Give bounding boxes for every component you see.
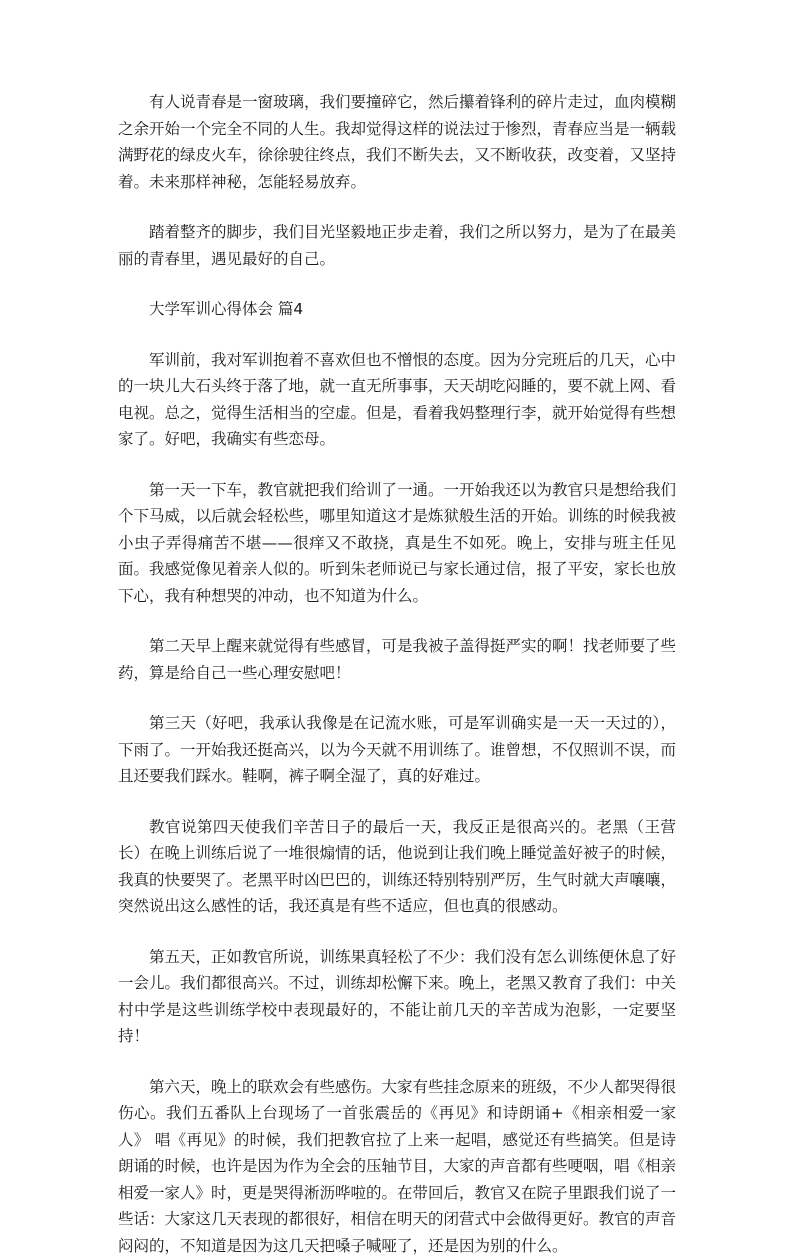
section-heading: 大学军训心得体会 篇4: [118, 296, 676, 323]
paragraph-day-three: 第三天（好吧，我承认我像是在记流水账，可是军训确实是一天一天过的），下雨了。一开始我还挺高兴，以为今天就不用训练了。谁曾想，不仅照训不误，而且还要我们踩水。鞋啊，裤子啊全湿了，真的好难过。: [118, 710, 676, 790]
paragraph-day-four: 教官说第四天使我们辛苦日子的最后一天，我反正是很高兴的。老黑（王营长）在晚上训练后说了一堆很煽情的话，他说到让我们晚上睡觉盖好被子的时候，我真的快要哭了。老黑平时凶巴巴的，训练还特别特别严厉，生气时就大声嚷嚷，突然说出这么感性的话，我还真是有些不适应，但也真的很感动。: [118, 814, 676, 920]
paragraph-before-training: 军训前，我对军训抱着不喜欢但也不憎恨的态度。因为分完班后的几天，心中的一块儿大石头终于落了地，就一直无所事事，天天胡吃闷睡的，要不就上网、看电视。总之，觉得生活相当的空虚。但是，看着我妈整理行李，就开始觉得有些想家了。好吧，我确实有些恋母。: [118, 347, 676, 453]
paragraph-day-two: 第二天早上醒来就觉得有些感冒，可是我被子盖得挺严实的啊！找老师要了些药，算是给自己一些心理安慰吧！: [118, 633, 676, 686]
paragraph-march: 踏着整齐的脚步，我们目光坚毅地正步走着，我们之所以努力，是为了在最美丽的青春里，遇见最好的自己。: [118, 219, 676, 272]
paragraph-day-one: 第一天一下车，教官就把我们给训了一通。一开始我还以为教官只是想给我们个下马威，以后就会轻松些，哪里知道这才是炼狱般生活的开始。训练的时候我被小虫子弄得痛苦不堪——很痒又不敢挠，真是生不如死。晚上，安排与班主任见面。我感觉像见着亲人似的。听到朱老师说已与家长通过信，报了平安，家长也放下心，我有种想哭的冲动，也不知道为什么。: [118, 477, 676, 610]
paragraph-day-six: 第六天，晚上的联欢会有些感伤。大家有些挂念原来的班级，不少人都哭得很伤心。我们五番队上台现场了一首张震岳的《再见》和诗朗诵+《相亲相爱一家人》 唱《再见》的时候，我们把教官拉了上来一起唱，感觉还有些搞笑。但是诗朗诵的时候，也许是因为作为全会的压轴节目，大家的声音都有些哽咽，唱《相亲相爱一家人》时，更是哭得淅沥哗啦的。在带回后，教官又在院子里跟我们说了一些话：大家这几天表现的都很好，相信在明天的闭营式中会做得更好。教官的声音闷闷的，不知道是因为这几天把嗓子喊哑了，还是因为别的什么。: [118, 1074, 676, 1259]
document-body: [118, 89, 676, 1259]
paragraph-youth-glass: 有人说青春是一窗玻璃，我们要撞碎它，然后攥着锋利的碎片走过，血肉模糊之余开始一个完全不同的人生。我却觉得这样的说法过于惨烈，青春应当是一辆载满野花的绿皮火车，徐徐驶往终点，我们不断失去，又不断收获，改变着，又坚持着。未来那样神秘，怎能轻易放弃。: [118, 89, 676, 195]
paragraph-day-five: 第五天，正如教官所说，训练果真轻松了不少：我们没有怎么训练便休息了好一会儿。我们都很高兴。不过，训练却松懈下来。晚上，老黑又教育了我们：中关村中学是这些训练学校中表现最好的，不能让前几天的辛苦成为泡影，一定要坚持！: [118, 944, 676, 1050]
